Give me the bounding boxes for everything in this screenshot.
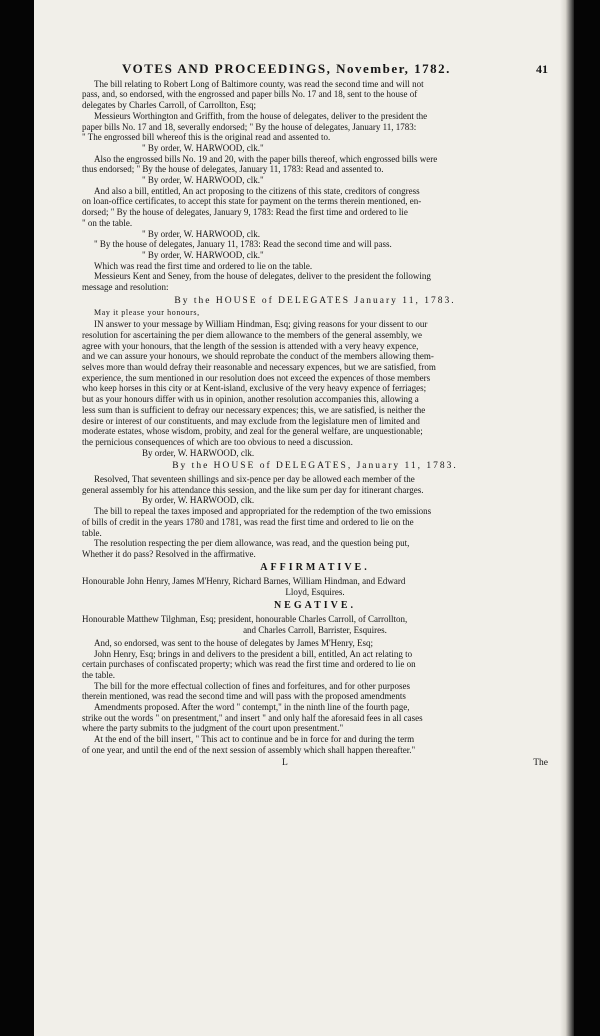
text-line: By order, W. HARWOOD, clk. [142, 447, 255, 458]
text-line: delegates by Charles Carroll, of Carrollton, Esq; [82, 100, 256, 111]
text-line: Amendments proposed. After the word " contempt," in the ninth line of the fourth page, [94, 702, 410, 713]
catchword: The [533, 757, 548, 768]
text-line: At the end of the bill insert, " This act to continue and be in force for and during the term [94, 734, 415, 745]
text-line: " on the table. [82, 217, 133, 228]
text-line: Honourable John Henry, James M'Henry, Richard Barnes, William Hindman, and Edward [82, 576, 406, 587]
page-title: VOTES AND PROCEEDINGS, November, 1782. [122, 61, 451, 76]
text-line: Also the engrossed bills No. 19 and 20, with the paper bills thereof, which engrossed bills were [94, 153, 438, 164]
running-head [82, 61, 548, 76]
text-line: By the HOUSE of DELEGATES, January 11, 1783. [172, 461, 458, 472]
text-line: the table. [82, 669, 115, 680]
text-line: strike out the words " on presentment," and insert " and only half the aforesaid fees in all cases [82, 712, 423, 723]
text-line: Lloyd, Esquires. [285, 587, 345, 598]
text-line: pass, and, so endorsed, with the engrossed and paper bills No. 17 and 18, sent to the house of [82, 89, 418, 100]
text-line: " By order, W. HARWOOD, clk." [142, 249, 264, 260]
text-line: who keep horses in this city or at Kent-island, exclusive of the very heavy expence of ferriages; [82, 383, 427, 394]
text-line: By order, W. HARWOOD, clk. [142, 495, 255, 506]
text-line: dorsed; " By the house of delegates, January 9, 1783: Read the first time and ordered to lie [82, 207, 408, 218]
text-line: thus endorsed; " By the house of delegates, January 11, 1783: Read and assented to. [82, 164, 384, 175]
text-line: Messieurs Worthington and Griffith, from the house of delegates, deliver to the president the [94, 110, 428, 121]
text-line: " By order, W. HARWOOD, clk." [142, 142, 264, 153]
text-line: and we can assure your honours, we should reprobate the conduct of the members allowing them- [82, 351, 434, 362]
text-line: AFFIRMATIVE. [260, 562, 370, 573]
text-line: " By order, W. HARWOOD, clk. [142, 228, 261, 239]
text-line: The resolution respecting the per diem allowance, was read, and the question being put, [94, 538, 410, 549]
text-line: The bill relating to Robert Long of Baltimore county, was read the second time and will not [94, 78, 424, 89]
text-line: Which was read the first time and ordered to lie on the table. [94, 260, 313, 271]
body-text [82, 79, 548, 756]
text-line: IN answer to your message by William Hindman, Esq; giving reasons for your dissent to our [94, 319, 428, 330]
text-line: Honourable Matthew Tilghman, Esq; president, honourable Charles Carroll, of Carrollton, [82, 614, 408, 625]
text-line: of one year, and until the end of the next session of assembly which shall happen thereafter." [82, 744, 416, 755]
text-line: certain purchases of confiscated property; which was read the first time and ordered to lie on [82, 659, 416, 670]
text-line: Messieurs Kent and Seney, from the house of delegates, deliver to the president the following [94, 271, 431, 282]
text-line: paper bills No. 17 and 18, severally endorsed; " By the house of delegates, January 11, 1783: [82, 121, 417, 132]
text-line: but as your honours differ with us in opinion, another resolution accompanies this, allowing a [82, 394, 419, 405]
page-sheet [34, 0, 560, 1036]
text-line: experience, the sum mentioned in our resolution does not exceed the expences of those members [82, 372, 431, 383]
text-line: therein mentioned, was read the second time and will pass with the proposed amendments [82, 691, 406, 702]
text-line: moderate estates, whose wisdom, probity, and zeal for the general welfare, are unquestionable; [82, 426, 423, 437]
text-line: John Henry, Esq; brings in and delivers to the president a bill, entitled, An act relating to [94, 648, 413, 659]
text-line: on loan-office certificates, to accept this state for payment on the terms therein mentioned, en- [82, 196, 422, 207]
text-line: general assembly for his attendance this session, and the like sum per day for itinerant charges. [82, 484, 424, 495]
text-line: resolution for ascertaining the per diem allowance to the members of the general assembly, we [82, 329, 423, 340]
text-line: table. [82, 527, 102, 538]
text-line: selves more than would defray their reasonable and necessary expences, but we are satisfied, from [82, 361, 436, 372]
page-footer [82, 758, 548, 769]
text-line: Whether it do pass? Resolved in the affirmative. [82, 548, 256, 559]
text-line: Resolved, That seventeen shillings and six-pence per day be allowed each member of the [94, 474, 415, 485]
text-line: And also a bill, entitled, An act proposing to the citizens of this state, creditors of congress [94, 185, 420, 196]
text-line: desire or interest of our constituents, and may exclude from the legislature men of limited and [82, 415, 420, 426]
text-line: " The engrossed bill whereof this is the original read and assented to. [82, 132, 331, 143]
text-line: NEGATIVE. [273, 600, 357, 611]
text-line: The bill for the more effectual collection of fines and forfeitures, and for other purposes [94, 680, 410, 691]
signature-mark: L [282, 757, 288, 768]
text-line: message and resolution: [82, 282, 169, 293]
text-line: " By order, W. HARWOOD, clk." [142, 175, 264, 186]
page-number: 41 [536, 62, 548, 76]
text-line: " By the house of delegates, January 11, 1783: Read the second time and will pass. [94, 239, 392, 250]
text-line: and Charles Carroll, Barrister, Esquires. [243, 625, 387, 636]
text-line: of bills of credit in the years 1780 and 1781, was read the first time and ordered to lie on the [82, 516, 414, 527]
text-line: agree with your honours, that the length of the session is attended with a very heavy expence, [82, 340, 419, 351]
text-line: And, so endorsed, was sent to the house of delegates by James M'Henry, Esq; [94, 637, 373, 648]
text-line: less sum than is sufficient to defray our necessary expences; this, we are satisfied, is neither the [82, 404, 426, 415]
text-line: May it please your honours, [94, 308, 200, 318]
text-line: By the HOUSE of DELEGATES January 11, 1783. [174, 295, 456, 306]
text-column [82, 61, 548, 768]
text-line: The bill to repeal the taxes imposed and appropriated for the redemption of the two emissions [94, 506, 432, 517]
text-line: where the party submits to the judgment of the court upon presentment." [82, 723, 344, 734]
text-line: the pernicious consequences of which are too obvious to need a discussion. [82, 436, 353, 447]
